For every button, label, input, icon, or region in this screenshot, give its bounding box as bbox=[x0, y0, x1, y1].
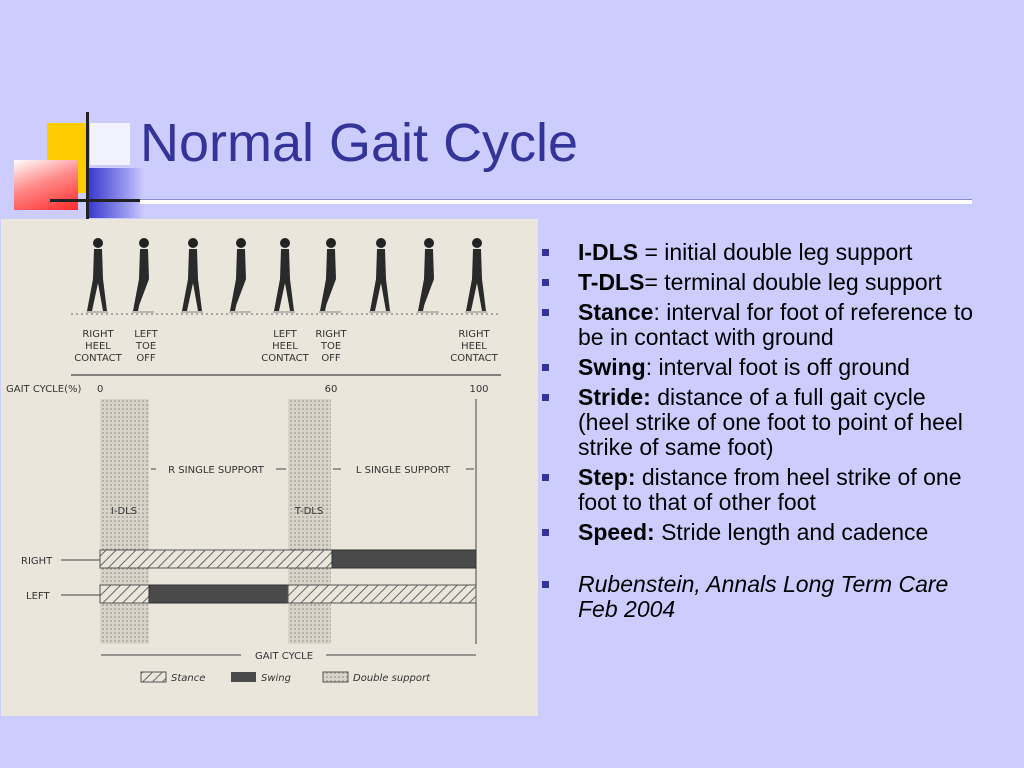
legend-double-swatch bbox=[323, 672, 348, 682]
bullet-square-icon bbox=[542, 474, 549, 481]
tick-100: 100 bbox=[469, 384, 489, 395]
bullet-square-icon bbox=[542, 529, 549, 536]
walking-figure-icon bbox=[417, 238, 439, 312]
left-swing-bar bbox=[149, 585, 288, 603]
walking-figure-icon bbox=[181, 238, 203, 312]
tick-60: 60 bbox=[324, 384, 338, 395]
bullet-citation: Rubenstein, Annals Long Term Care Feb 2004 bbox=[540, 572, 980, 622]
slide-title: Normal Gait Cycle bbox=[140, 113, 579, 173]
walking-figure-icon bbox=[229, 238, 251, 312]
walking-figure-icon bbox=[132, 238, 154, 312]
walking-figure-icon bbox=[369, 238, 391, 312]
event-labels bbox=[74, 329, 498, 364]
right-stance-bar bbox=[100, 550, 332, 568]
bullet-square-icon bbox=[542, 581, 549, 588]
walking-figures bbox=[86, 238, 487, 312]
decoration-horizontal-line bbox=[50, 199, 140, 202]
definitions-list bbox=[540, 240, 980, 627]
tdls-label: T-DLS bbox=[294, 506, 324, 517]
legend-double-label: Double support bbox=[353, 673, 431, 684]
walking-figure-icon bbox=[86, 238, 108, 312]
legend-swing-swatch bbox=[231, 672, 256, 682]
event-left-heel-contact: LEFT HEEL CONTACT bbox=[261, 329, 309, 364]
bullet-step: Step: distance from heel strike of one foot to that of other foot bbox=[540, 465, 980, 515]
event-right-heel-contact-end: RIGHT HEEL CONTACT bbox=[450, 329, 498, 364]
bullet-square-icon bbox=[542, 249, 549, 256]
decoration-light-block bbox=[90, 123, 130, 165]
left-stance-bar-2 bbox=[288, 585, 476, 603]
walking-figure-icon bbox=[273, 238, 295, 312]
row-label-right: RIGHT bbox=[21, 556, 53, 567]
bullet-tdls: T-DLS= terminal double leg support bbox=[540, 270, 980, 295]
bullet-idls: I-DLS = initial double leg support bbox=[540, 240, 980, 265]
idls-band bbox=[100, 399, 149, 644]
bullet-square-icon bbox=[542, 394, 549, 401]
event-left-toe-off: LEFT TOE OFF bbox=[134, 329, 158, 364]
bullet-stride: Stride: distance of a full gait cycle (heel strike of one foot to point of heel strike of same foot) bbox=[540, 385, 980, 460]
legend-stance-swatch bbox=[141, 672, 166, 682]
l-single-support-label: L SINGLE SUPPORT bbox=[355, 465, 451, 476]
tdls-band bbox=[288, 399, 331, 644]
bullet-speed: Speed: Stride length and cadence bbox=[540, 520, 980, 545]
idls-label: I-DLS bbox=[110, 506, 138, 517]
walking-figure-icon bbox=[465, 238, 487, 312]
bullet-square-icon bbox=[542, 364, 549, 371]
walking-figure-icon bbox=[319, 238, 341, 312]
left-stance-bar-1 bbox=[100, 585, 149, 603]
bullet-swing: Swing: interval foot is off ground bbox=[540, 355, 980, 380]
gait-axis-label: GAIT CYCLE(%) bbox=[6, 384, 82, 395]
bullet-square-icon bbox=[542, 279, 549, 286]
decoration-blue-block bbox=[86, 168, 144, 218]
legend-swing-label: Swing bbox=[261, 673, 291, 684]
bullet-stance: Stance: interval for foot of reference to be in contact with ground bbox=[540, 300, 980, 350]
decoration-red-block bbox=[14, 160, 78, 210]
title-underline bbox=[140, 199, 972, 204]
gait-cycle-label: GAIT CYCLE bbox=[254, 651, 314, 662]
r-single-support-label: R SINGLE SUPPORT bbox=[168, 465, 264, 476]
row-label-left: LEFT bbox=[26, 591, 50, 602]
tick-0: 0 bbox=[97, 384, 104, 395]
gait-cycle-figure bbox=[1, 219, 538, 716]
event-right-heel-contact-start: RIGHT HEEL CONTACT bbox=[74, 329, 122, 364]
legend-stance-label: Stance bbox=[171, 673, 206, 684]
event-right-toe-off: RIGHT TOE OFF bbox=[315, 329, 347, 364]
bullet-square-icon bbox=[542, 309, 549, 316]
right-swing-bar bbox=[332, 550, 476, 568]
decoration-vertical-line bbox=[86, 112, 89, 220]
